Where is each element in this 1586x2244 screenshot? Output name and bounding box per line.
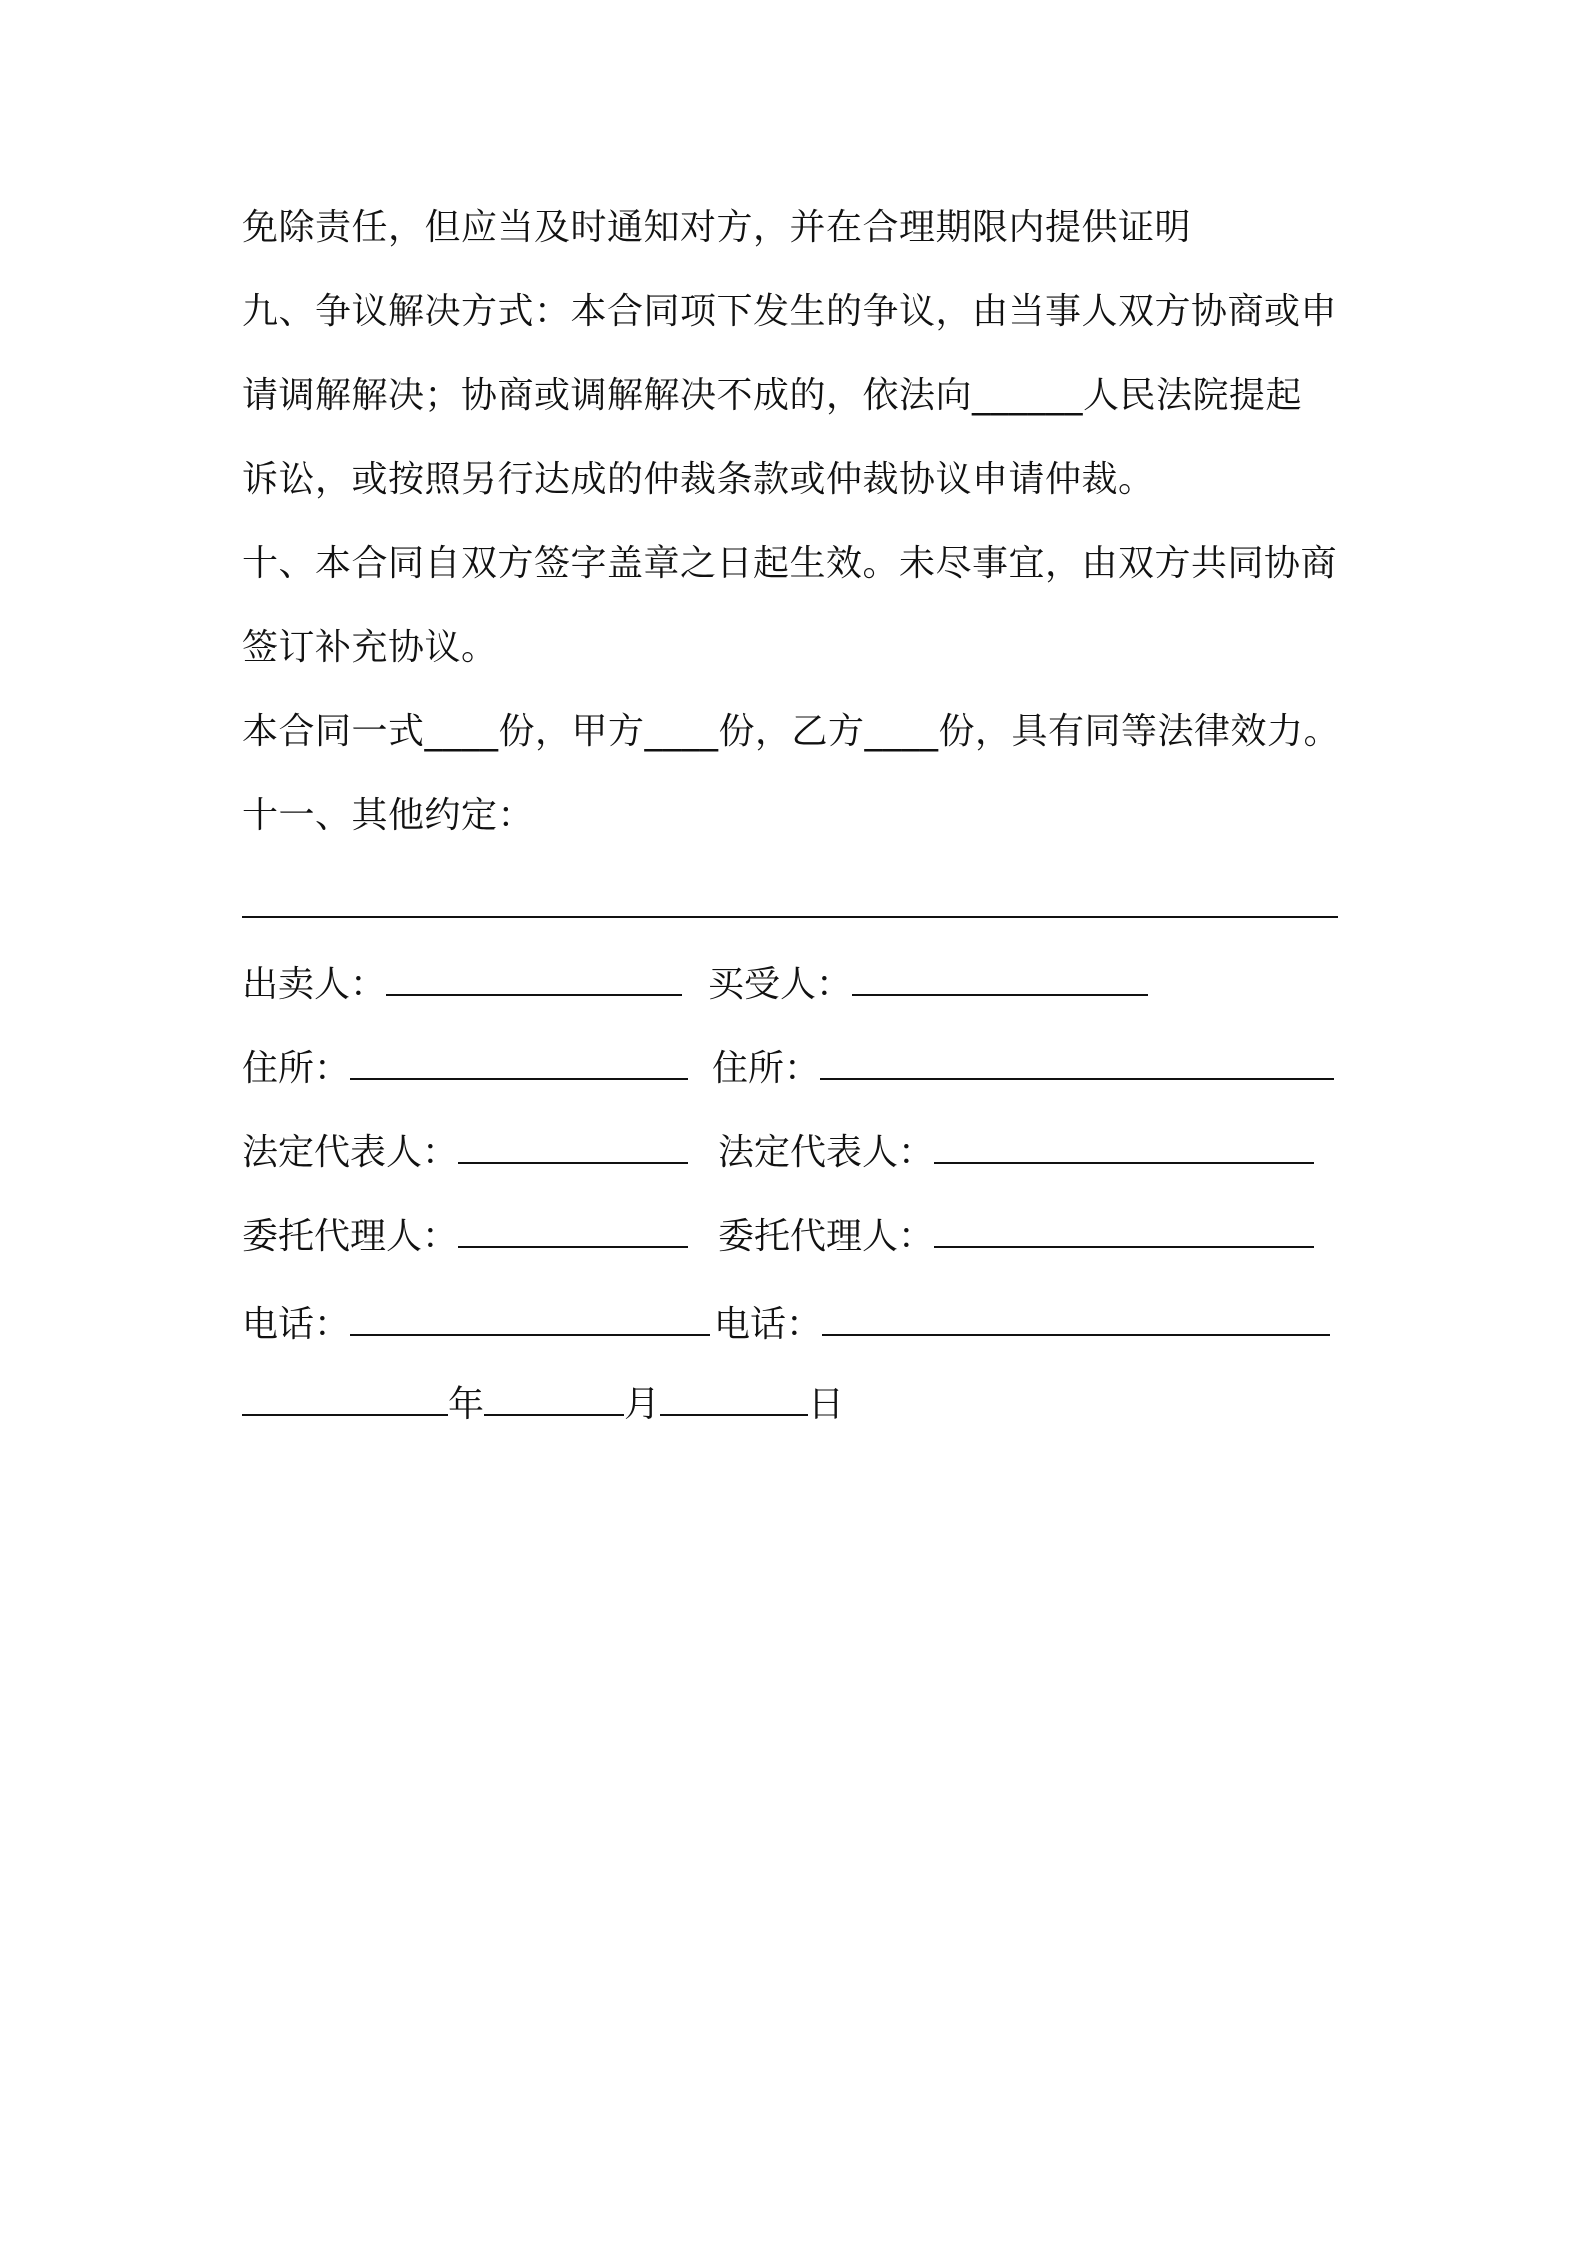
address-left-field[interactable] [350, 1044, 688, 1080]
address-left-label: 住所： [242, 1048, 351, 1089]
agent-left-field[interactable] [458, 1212, 688, 1248]
paragraph-line: 诉讼，或按照另行达成的仲裁条款或仲裁协议申请仲裁。 [242, 459, 1155, 500]
address-right-label: 住所： [712, 1048, 821, 1089]
legal-rep-right-field[interactable] [934, 1128, 1314, 1164]
phone-right-field[interactable] [822, 1300, 1330, 1336]
seller-label: 出卖人： [242, 964, 387, 1005]
paragraph-line: 九、争议解决方式：本合同项下发生的争议，由当事人双方协商或申 [242, 291, 1338, 332]
paragraph-line: 本合同一式____份，甲方____份，乙方____份，具有同等法律效力。 [242, 711, 1341, 752]
paragraph-line: 请调解解决；协商或调解解决不成的，依法向______人民法院提起 [242, 375, 1303, 416]
phone-right-label: 电话： [714, 1304, 823, 1345]
month-field[interactable] [484, 1380, 624, 1416]
buyer-label: 买受人： [708, 964, 853, 1005]
other-terms-blank-line[interactable] [242, 916, 1338, 918]
day-field[interactable] [660, 1380, 808, 1416]
paragraph-line: 签订补充协议。 [242, 627, 498, 668]
agent-right-label: 委托代理人： [718, 1216, 935, 1257]
address-right-field[interactable] [820, 1044, 1334, 1080]
legal-rep-right-label: 法定代表人： [718, 1132, 935, 1173]
agent-right-field[interactable] [934, 1212, 1314, 1248]
paragraph-line: 十、本合同自双方签字盖章之日起生效。未尽事宜，由双方共同协商 [242, 543, 1338, 584]
phone-left-label: 电话： [242, 1304, 351, 1345]
buyer-field[interactable] [852, 960, 1148, 996]
legal-rep-left-label: 法定代表人： [242, 1132, 459, 1173]
agent-left-label: 委托代理人： [242, 1216, 459, 1257]
phone-left-field[interactable] [350, 1300, 710, 1336]
month-label: 月 [624, 1384, 661, 1425]
paragraph-line: 十一、其他约定： [242, 795, 535, 836]
legal-rep-left-field[interactable] [458, 1128, 688, 1164]
day-label: 日 [808, 1384, 845, 1425]
seller-field[interactable] [386, 960, 682, 996]
year-field[interactable] [242, 1380, 448, 1416]
paragraph-line: 免除责任，但应当及时通知对方，并在合理期限内提供证明 [242, 207, 1192, 248]
year-label: 年 [448, 1384, 485, 1425]
